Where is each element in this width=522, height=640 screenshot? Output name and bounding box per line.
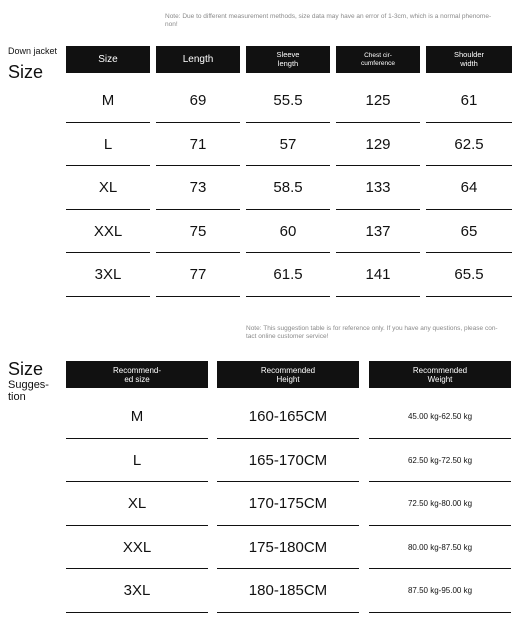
suggestion-table-header-0 [66, 361, 208, 388]
table-cell: M [130, 408, 144, 426]
size-table-header-0 [66, 46, 150, 73]
size-table-header-4 [426, 46, 512, 73]
size-table-header-2 [246, 46, 330, 73]
table-cell: 64 [460, 179, 478, 197]
table-cell: 180-185CM [248, 582, 328, 600]
table-cell: 62.5 [454, 135, 484, 153]
table-cell: 129 [365, 135, 391, 153]
suggestion-table-subtitle: Sugges- tion [8, 379, 49, 403]
table-cell: 57 [279, 135, 297, 153]
table-cell: 175-180CM [248, 538, 328, 556]
suggestion-note: Note: This suggestion table is for reference only. If you have any questions, please con- tact online customer service! [246, 325, 498, 340]
suggestion-table-header-2 [369, 361, 511, 388]
table-cell: 3XL [94, 266, 122, 284]
table-cell: 170-175CM [248, 495, 328, 513]
table-cell: 133 [365, 179, 391, 197]
table-cell: XXL [93, 222, 123, 240]
table-cell: 71 [189, 135, 207, 153]
table-cell: 61.5 [273, 266, 303, 284]
table-cell: 125 [365, 92, 391, 110]
table-cell: 65 [460, 222, 478, 240]
size-note: Note: Due to different measurement methods, size data may have an error of 1-3cm, which is a normal phenome- non! [165, 13, 492, 28]
row-divider [66, 612, 208, 613]
header-label: Chest cir- cumference [361, 52, 395, 67]
table-cell: 72.50 kg-80.00 kg [407, 499, 473, 509]
header-label: Recommended Weight [412, 365, 468, 384]
header-label: Recommend- ed size [112, 365, 161, 384]
table-cell: XL [127, 495, 147, 513]
row-divider [336, 296, 420, 297]
table-cell: 73 [189, 179, 207, 197]
table-cell: M [101, 92, 115, 110]
table-cell: XL [98, 179, 118, 197]
header-label: Shoulder width [453, 50, 485, 68]
row-divider [246, 296, 330, 297]
row-divider [426, 296, 512, 297]
header-label: Size [98, 54, 118, 65]
size-table-header-3 [336, 46, 420, 73]
table-cell: XXL [122, 538, 152, 556]
table-cell: 62.50 kg-72.50 kg [407, 455, 473, 465]
row-divider [156, 296, 240, 297]
table-cell: 75 [189, 222, 207, 240]
table-cell: 160-165CM [248, 408, 328, 426]
product-label: Down jacket [8, 46, 58, 56]
table-cell: 58.5 [273, 179, 303, 197]
header-label: Recommended Height [260, 365, 316, 384]
table-cell: L [132, 451, 142, 469]
header-label: Length [182, 54, 214, 65]
table-cell: 141 [365, 266, 391, 284]
table-cell: 80.00 kg-87.50 kg [407, 542, 473, 552]
table-cell: 137 [365, 222, 391, 240]
table-cell: 77 [189, 266, 207, 284]
table-cell: 45.00 kg-62.50 kg [407, 412, 473, 422]
header-label: Sleeve length [276, 50, 300, 68]
table-cell: 65.5 [454, 266, 484, 284]
table-cell: 87.50 kg-95.00 kg [407, 586, 473, 596]
row-divider [369, 612, 511, 613]
table-cell: 165-170CM [248, 451, 328, 469]
table-cell: L [103, 135, 113, 153]
table-cell: 55.5 [273, 92, 303, 110]
row-divider [66, 296, 150, 297]
table-cell: 69 [189, 92, 207, 110]
suggestion-table-header-1 [217, 361, 359, 388]
suggestion-table-title: Size [8, 359, 44, 379]
size-table-header-1 [156, 46, 240, 73]
table-cell: 3XL [123, 582, 151, 600]
size-table-title: Size [8, 62, 44, 82]
row-divider [217, 612, 359, 613]
table-cell: 60 [279, 222, 297, 240]
table-cell: 61 [460, 92, 478, 110]
